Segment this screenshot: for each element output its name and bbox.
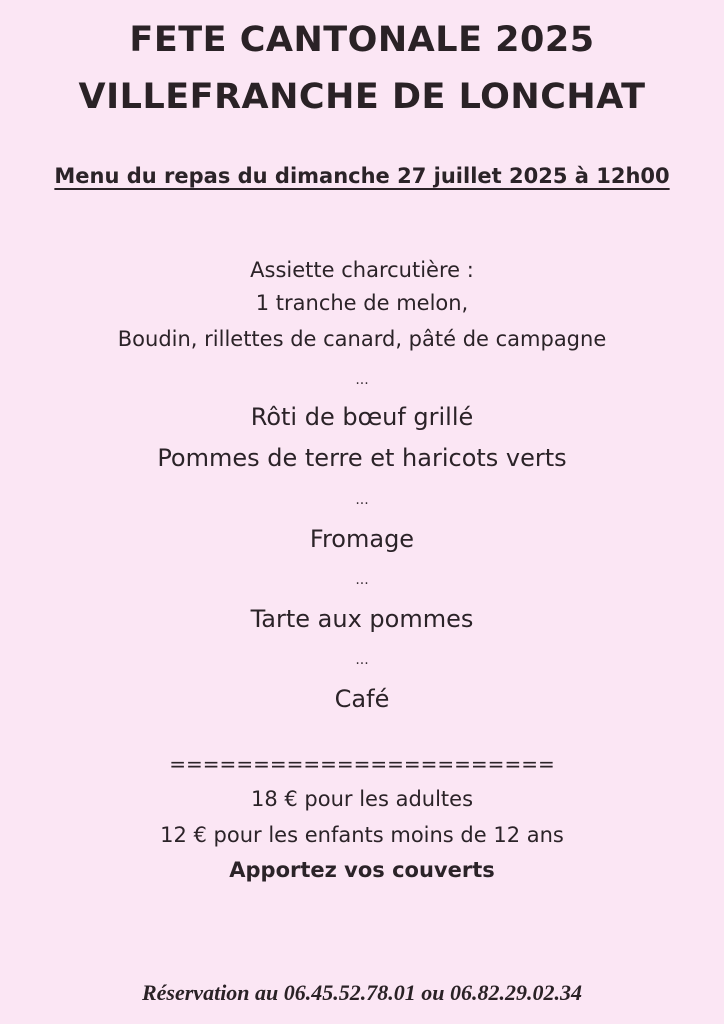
main-course-sides: Pommes de terre et haricots verts <box>157 444 567 472</box>
cheese-course: Fromage <box>309 525 415 553</box>
menu-subtitle <box>0 164 724 188</box>
dessert-course: Tarte aux pommes <box>250 605 474 633</box>
price-divider: ======================= <box>169 752 555 776</box>
reservation-phone-numbers: Réservation au 06.45.52.78.01 ou 06.82.29.02.34 <box>141 980 583 1005</box>
starter-item-charcuterie: Boudin, rillettes de canard, pâté de campagne <box>117 327 607 351</box>
starter-item-melon: 1 tranche de melon, <box>255 291 469 315</box>
separator-dots: ... <box>355 652 369 668</box>
coffee-course: Café <box>334 685 390 713</box>
separator-dots: ... <box>355 492 369 508</box>
title-line-2: VILLEFRANCHE DE LONCHAT <box>78 77 646 117</box>
starter-heading: Assiette charcutière : <box>250 258 474 282</box>
menu-subtitle-text: Menu du repas du dimanche 27 juillet 2025 à 12h00 <box>54 164 670 188</box>
bring-cutlery-note: Apportez vos couverts <box>229 858 495 882</box>
separator-dots: ... <box>355 572 369 588</box>
title-line-1: FETE CANTONALE 2025 <box>129 20 595 60</box>
price-children: 12 € pour les enfants moins de 12 ans <box>160 823 564 847</box>
price-adults: 18 € pour les adultes <box>250 787 474 811</box>
main-course-beef: Rôti de bœuf grillé <box>250 403 474 431</box>
separator-dots: ... <box>355 372 369 388</box>
